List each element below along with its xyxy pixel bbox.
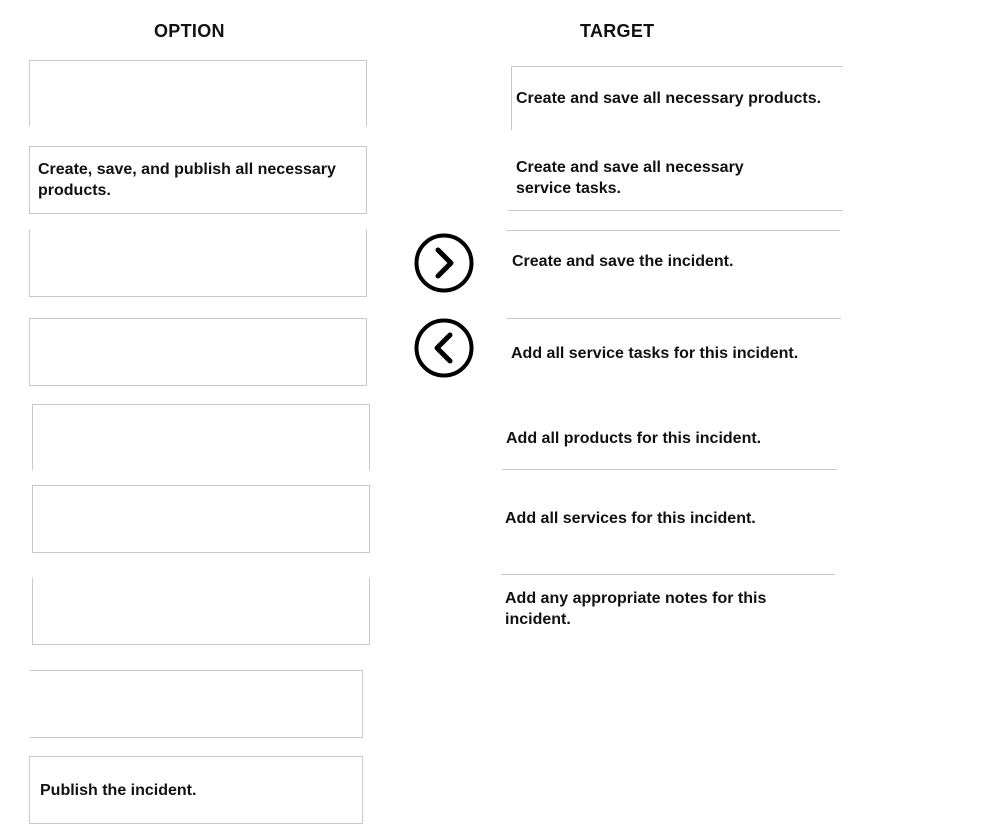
option-slot-3[interactable] <box>29 229 367 297</box>
option-slot-9[interactable] <box>29 756 363 824</box>
move-right-button[interactable] <box>414 233 474 293</box>
target-item-label: Create and save all necessary service tasks. <box>516 159 744 197</box>
target-item-label: Add any appropriate notes for this incident. <box>505 589 767 628</box>
option-slot-label: Publish the incident. <box>40 781 197 799</box>
option-column-heading: OPTION <box>154 21 225 41</box>
option-slot-1[interactable] <box>29 60 367 127</box>
target-item-label: Add all services for this incident. <box>505 509 756 527</box>
target-item-label: Create and save all necessary products. <box>516 90 822 107</box>
option-slot-5[interactable] <box>32 404 370 471</box>
option-slot-7[interactable] <box>32 577 370 645</box>
chevron-right-circle-icon <box>414 233 474 293</box>
target-column-heading: TARGET <box>580 21 655 41</box>
option-slot-label: Create, save, and publish all necessary products. <box>38 161 336 199</box>
target-item-label: Add all service tasks for this incident. <box>511 345 799 362</box>
target-item-1[interactable] <box>511 66 843 130</box>
option-slot-2[interactable] <box>29 146 367 214</box>
target-item-2[interactable] <box>508 146 843 211</box>
target-item-6[interactable] <box>501 486 835 550</box>
option-slot-6[interactable] <box>32 485 370 553</box>
option-slot-4[interactable] <box>29 318 367 386</box>
target-item-label: Create and save the incident. <box>512 253 734 270</box>
target-item-5[interactable] <box>502 408 837 470</box>
option-slot-8[interactable] <box>29 670 363 738</box>
target-item-4[interactable] <box>507 318 841 388</box>
target-item-7[interactable] <box>501 574 835 642</box>
chevron-left-circle-icon <box>414 318 474 378</box>
move-left-button[interactable] <box>414 318 474 378</box>
target-item-label: Add all products for this incident. <box>506 430 762 447</box>
target-item-3[interactable] <box>506 230 840 292</box>
